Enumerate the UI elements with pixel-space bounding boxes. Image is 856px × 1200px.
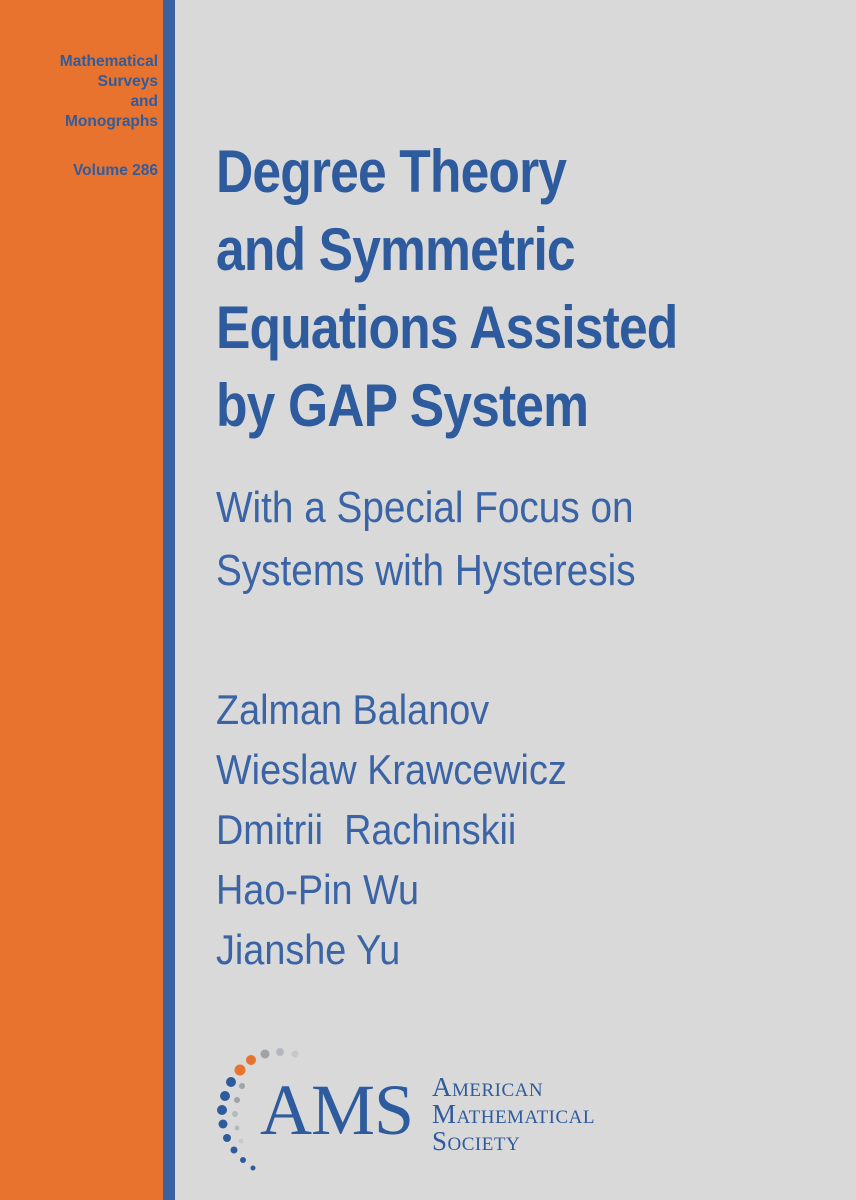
author-3: Dmitrii Rachinskii (216, 806, 517, 853)
publisher-line-2: Mathematical (432, 1099, 595, 1129)
author-5: Jianshe Yu (216, 926, 401, 973)
ams-logo-letters: AMS (260, 1070, 414, 1150)
title-line-3: Equations Assisted (216, 294, 678, 361)
series-line-4: Monographs (65, 113, 158, 130)
subtitle-line-1: With a Special Focus on (216, 483, 634, 532)
series-line-3: and (130, 93, 158, 110)
author-list (216, 680, 774, 980)
book-title (216, 133, 758, 445)
book-subtitle (216, 476, 779, 602)
orange-side-band (0, 0, 163, 1200)
volume-number: Volume 286 (72, 162, 158, 179)
series-name (18, 52, 158, 132)
author-2: Wieslaw Krawcewicz (216, 746, 567, 793)
series-line-1: Mathematical (59, 53, 158, 70)
title-line-2: and Symmetric (216, 216, 575, 283)
series-line-2: Surveys (97, 73, 158, 90)
author-4: Hao-Pin Wu (216, 866, 420, 913)
subtitle-line-2: Systems with Hysteresis (216, 546, 636, 595)
title-line-4: by GAP System (216, 372, 589, 439)
blue-divider-rule (163, 0, 175, 1200)
publisher-line-1: American (432, 1072, 544, 1102)
title-line-1: Degree Theory (216, 138, 567, 205)
publisher-name (432, 1074, 595, 1155)
author-1: Zalman Balanov (216, 686, 490, 733)
publisher-line-3: Society (432, 1126, 521, 1156)
